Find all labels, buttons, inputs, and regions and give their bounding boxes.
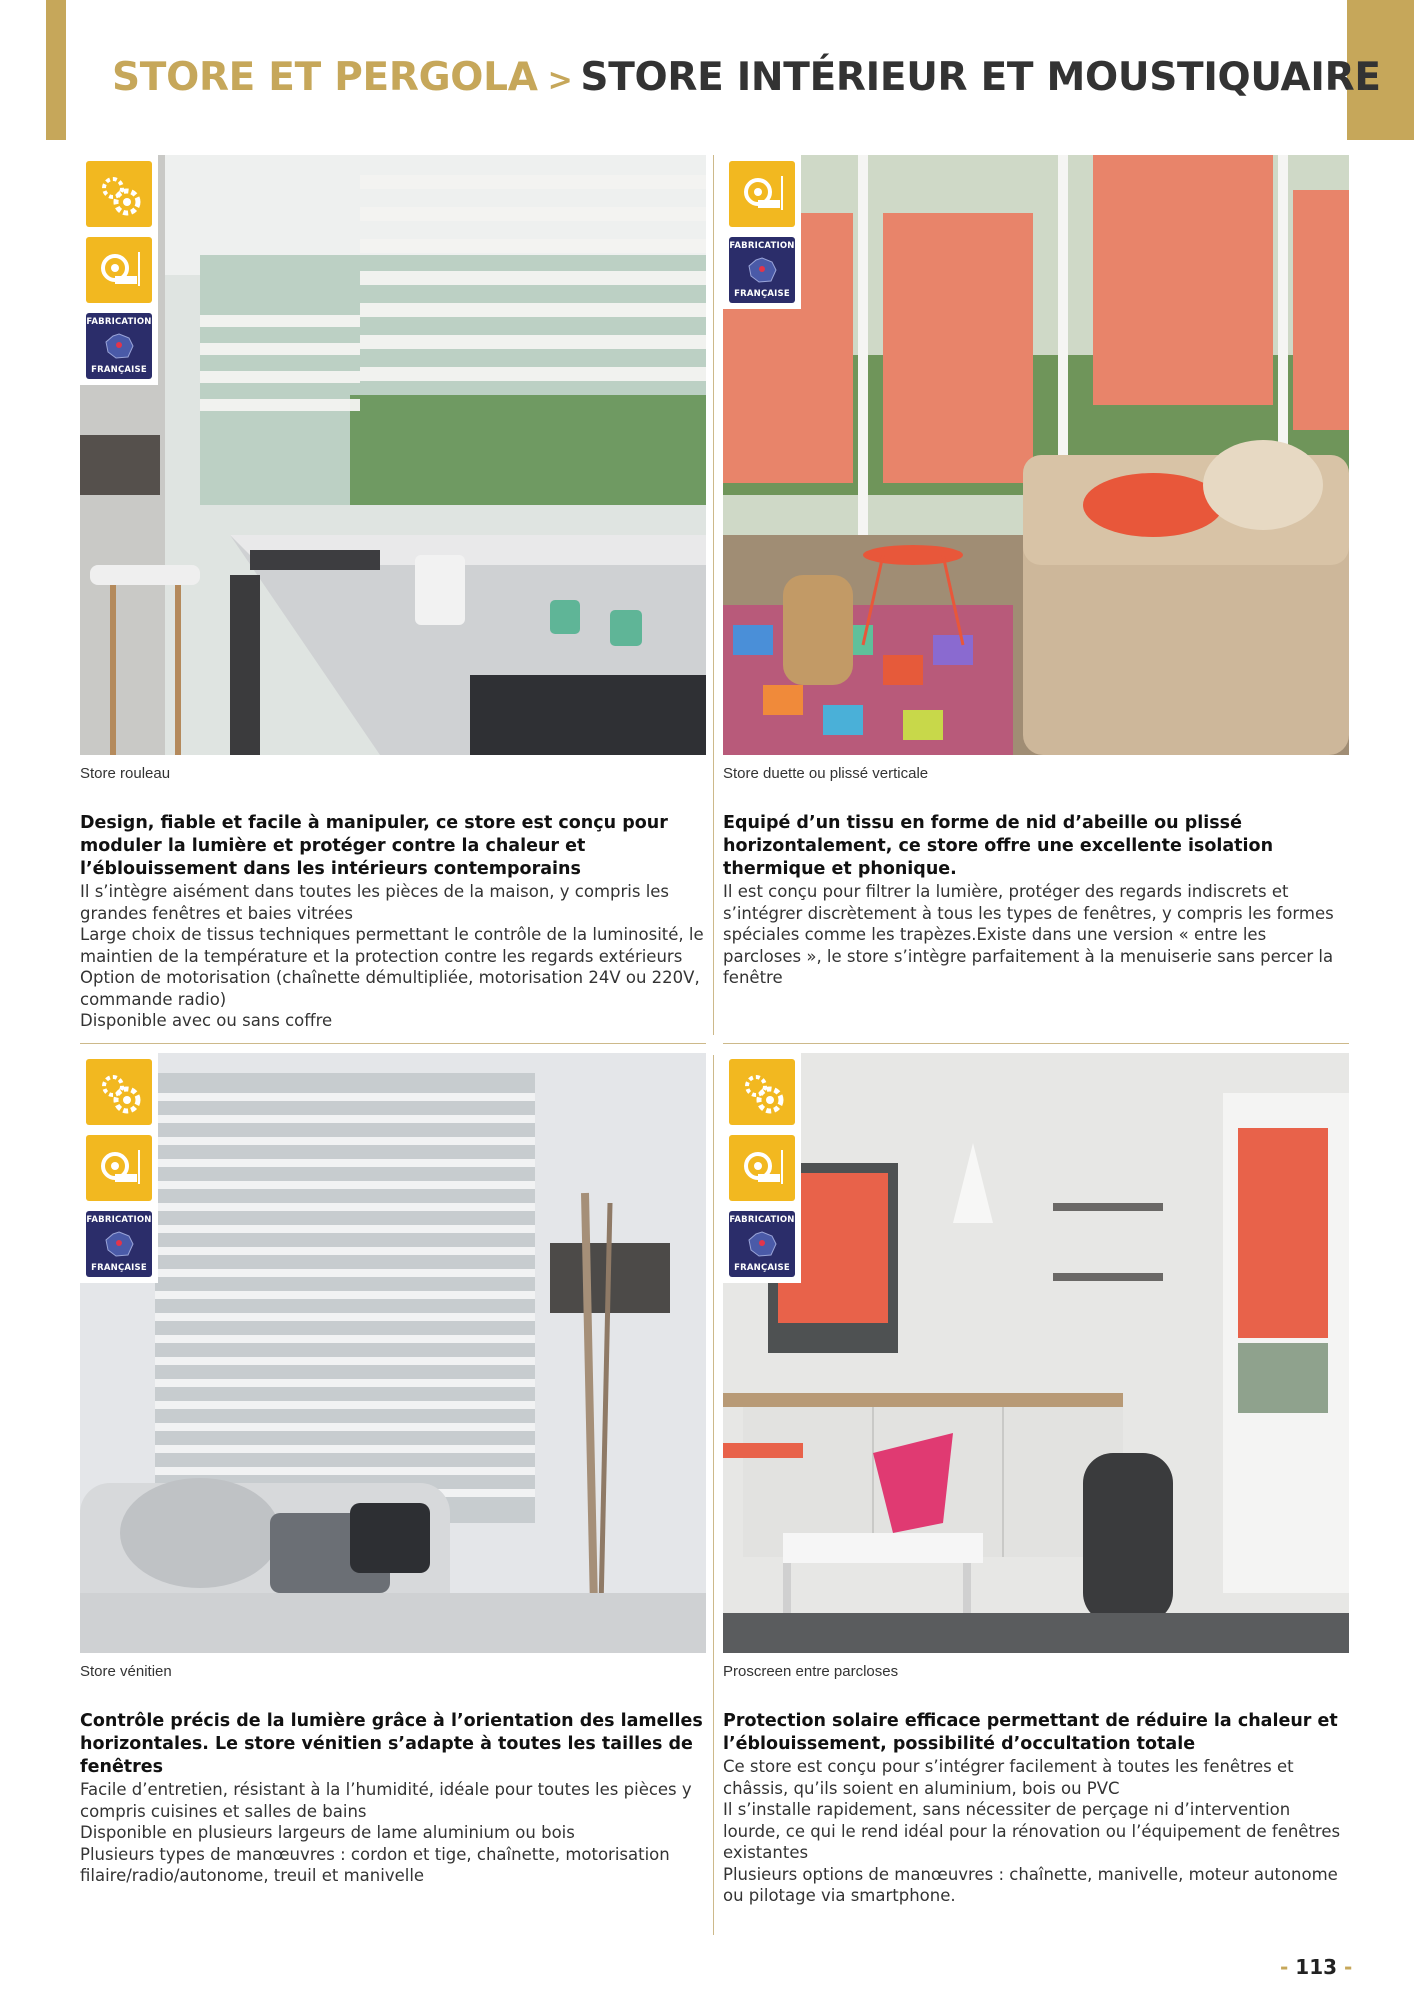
- french-made-badge: FABRICATION FRANÇAISE: [86, 1211, 152, 1277]
- product-headline: Design, fiable et facile à manipuler, ce store est conçu pour moduler la lumière et protéger contre la chaleur et l’éblouissement dans les intérieurs contemporains: [80, 813, 668, 879]
- description-line: Disponible en plusieurs largeurs de lame aluminium ou bois: [80, 1823, 575, 1842]
- product-proscreen: [723, 1053, 1349, 1907]
- description-line: Option de motorisation (chaînette démultipliée, motorisation 24V ou 220V, commande radio): [80, 968, 700, 1009]
- description-line: Plusieurs options de manœuvres : chaînette, manivelle, moteur autonome ou pilotage via smartphone.: [723, 1864, 1338, 1905]
- header-category[interactable]: STORE ET PERGOLA: [112, 55, 538, 100]
- page-number-value: 113: [1295, 1955, 1338, 1979]
- product-photo: [723, 155, 1349, 755]
- product-store-rouleau: [80, 155, 706, 1032]
- product-caption: Store rouleau: [80, 765, 171, 782]
- france-map-icon: [747, 257, 777, 283]
- french-made-badge: FABRICATION FRANÇAISE: [86, 313, 152, 379]
- description-line: Il s’installe rapidement, sans nécessiter de perçage ni d’intervention lourde, ce qui le rend idéal pour la rénovation ou l’équipement de fenêtres existantes: [723, 1800, 1341, 1862]
- page-number-dash-left: -: [1280, 1955, 1289, 1979]
- made-to-measure-tape-icon: [86, 237, 152, 303]
- description-line: Ce store est conçu pour s’intégrer facilement à toutes les fenêtres et châssis, qu’ils soient en aluminium, bois ou PVC: [723, 1757, 1294, 1798]
- france-map-icon: [104, 1231, 134, 1257]
- product-description: [723, 1756, 1349, 1907]
- product-store-duette: [723, 155, 1349, 989]
- header-subcategory: STORE INTÉRIEUR ET MOUSTIQUAIRE: [580, 55, 1381, 100]
- description-line: Large choix de tissus techniques permettant le contrôle de la luminosité, le maintien de la température et la protection contre les regards extérieurs: [80, 925, 704, 966]
- product-photo: [723, 1053, 1349, 1653]
- france-map-icon: [747, 1231, 777, 1257]
- motorization-gear-icon: [86, 161, 152, 227]
- france-map-icon: [104, 333, 134, 359]
- badge-column: [723, 1053, 801, 1283]
- french-made-badge: FABRICATION FRANÇAISE: [729, 237, 795, 303]
- badge-column: [723, 155, 801, 309]
- product-headline: Contrôle précis de la lumière grâce à l’orientation des lamelles horizontales. Le store vénitien s’adapte à toutes les tailles de fenêtres: [80, 1711, 703, 1777]
- page-number-dash-right: -: [1344, 1955, 1353, 1979]
- product-description: [723, 881, 1349, 989]
- row-divider-right: [723, 1043, 1349, 1044]
- product-store-venitien: [80, 1053, 706, 1887]
- column-divider-bottom: [713, 1055, 714, 1935]
- row-divider-left: [80, 1043, 706, 1044]
- product-description: [80, 1779, 706, 1887]
- product-headline: Equipé d’un tissu en forme de nid d’abeille ou plissé horizontalement, ce store offre une excellente isolation thermique et phonique.: [723, 813, 1274, 879]
- header-accent-left: [46, 0, 66, 140]
- description-line: Plusieurs types de manœuvres : cordon et tige, chaînette, motorisation filaire/radio/autonome, treuil et manivelle: [80, 1844, 670, 1885]
- description-line: Disponible avec ou sans coffre: [80, 1011, 333, 1030]
- column-divider-top: [713, 155, 714, 1035]
- french-made-badge: FABRICATION FRANÇAISE: [729, 1211, 795, 1277]
- page-number: [1280, 1955, 1352, 1979]
- product-description: [80, 881, 706, 1032]
- product-caption: Store duette ou plissé verticale: [723, 765, 929, 782]
- made-to-measure-tape-icon: [86, 1135, 152, 1201]
- badge-column: [80, 1053, 158, 1283]
- made-to-measure-tape-icon: [729, 1135, 795, 1201]
- description-line: Facile d’entretien, résistant à la l’humidité, idéale pour toutes les pièces y compris cuisines et salles de bains: [80, 1780, 692, 1821]
- motorization-gear-icon: [729, 1059, 795, 1125]
- description-line: Il s’intègre aisément dans toutes les pièces de la maison, y compris les grandes fenêtres et baies vitrées: [80, 882, 670, 923]
- made-to-measure-tape-icon: [729, 161, 795, 227]
- product-photo: [80, 1053, 706, 1653]
- motorization-gear-icon: [86, 1059, 152, 1125]
- page-header: [112, 55, 1381, 100]
- product-caption: Store vénitien: [80, 1663, 172, 1680]
- breadcrumb-separator-icon: >: [547, 63, 573, 98]
- product-caption: Proscreen entre parcloses: [723, 1663, 899, 1680]
- product-headline: Protection solaire efficace permettant de réduire la chaleur et l’éblouissement, possibilité d’occultation totale: [723, 1711, 1338, 1754]
- badge-column: [80, 155, 158, 385]
- description-line: Il est conçu pour filtrer la lumière, protéger des regards indiscrets et s’intégrer discrètement à tous les types de fenêtres, y compris les formes spéciales comme les trapèzes.Existe dans une version « entre les parcloses », le store s’intègre parfaitement à la menuiserie sans percer la fenêtre: [723, 882, 1334, 987]
- product-photo: [80, 155, 706, 755]
